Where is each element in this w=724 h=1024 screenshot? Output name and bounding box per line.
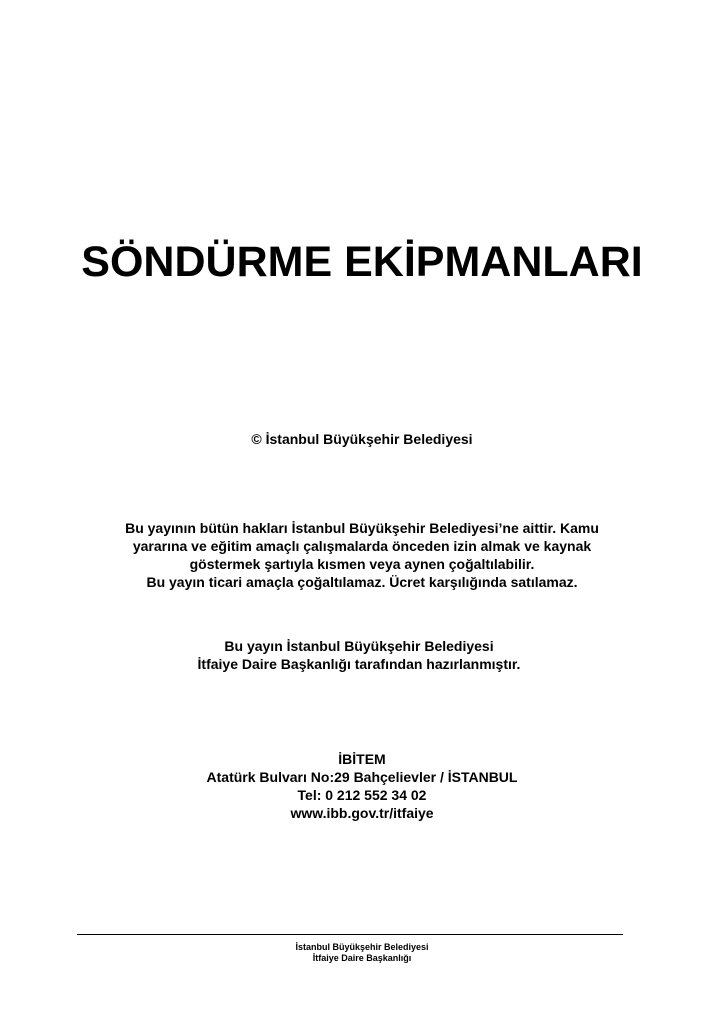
rights-line: Bu yayının bütün hakları İstanbul Büyükşehir Belediyesi’ne aittir. Kamu xyxy=(125,520,599,536)
street-address: Atatürk Bulvarı No:29 Bahçelievler / İSTANBUL xyxy=(206,769,518,785)
footer-line: İtfaiye Daire Başkanlığı xyxy=(312,953,412,963)
organization-name: İBİTEM xyxy=(338,751,386,767)
prepared-line: Bu yayın İstanbul Büyükşehir Belediyesi xyxy=(224,638,494,654)
rights-line: göstermek şartıyla kısmen veya aynen çoğaltılabilir. xyxy=(189,556,535,572)
rights-line: Bu yayın ticari amaçla çoğaltılamaz. Ücret karşılığında satılamaz. xyxy=(146,574,578,590)
phone-number: Tel: 0 212 552 34 02 xyxy=(297,787,427,803)
copyright-notice: © İstanbul Büyükşehir Belediyesi xyxy=(251,431,473,447)
prepared-line: İtfaiye Daire Başkanlığı tarafından hazırlanmıştır. xyxy=(197,656,521,672)
contact-address xyxy=(0,750,724,822)
prepared-by-statement xyxy=(0,637,721,673)
rights-statement xyxy=(0,519,724,591)
document-title: SÖNDÜRME EKİPMANLARI xyxy=(81,238,643,286)
website-link[interactable]: www.ibb.gov.tr/itfaiye xyxy=(290,805,434,821)
footer-line: İstanbul Büyükşehir Belediyesi xyxy=(295,942,429,952)
rights-line: yararına ve eğitim amaçlı çalışmalarda önceden izin almak ve kaynak xyxy=(132,538,592,554)
page-footer xyxy=(0,942,724,964)
footer-divider xyxy=(77,934,623,935)
